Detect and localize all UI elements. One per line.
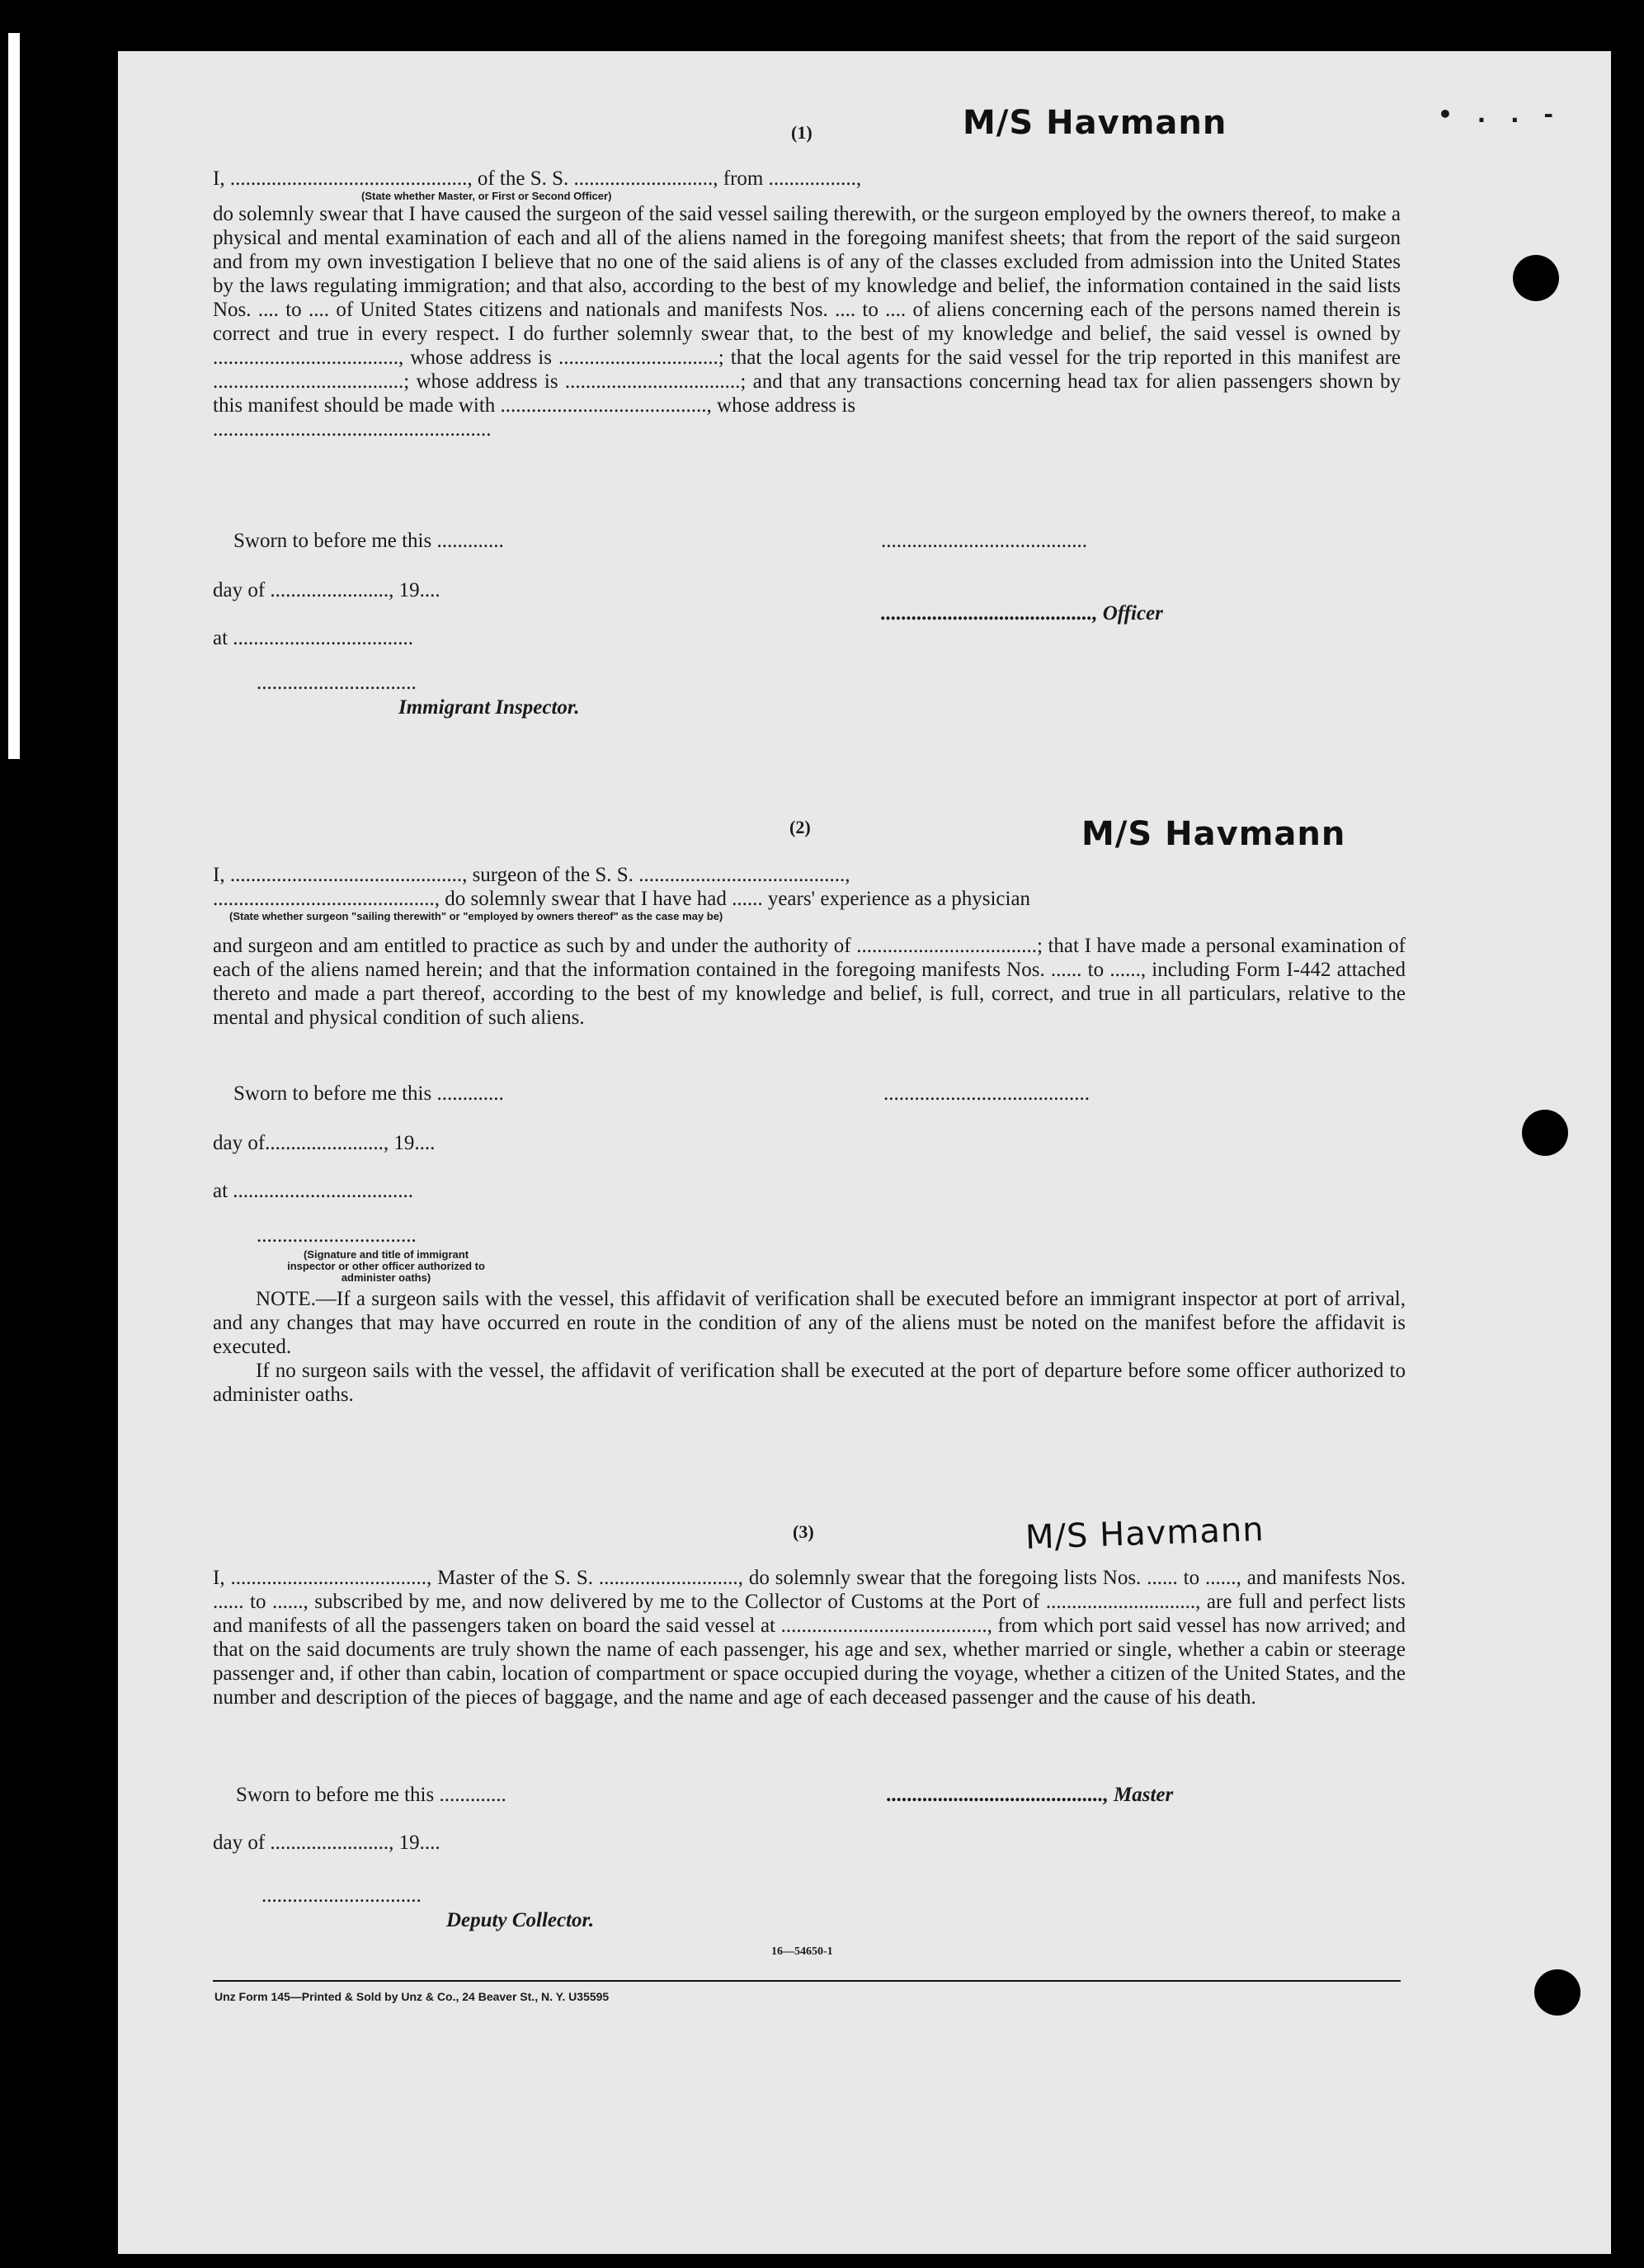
section-2-signature-line: ........................................ [883,1082,1090,1105]
printer-footer: Unz Form 145—Printed & Sold by Unz & Co., 24 Beaver St., N. Y. U35595 [214,1990,610,2003]
section-3-sworn: Sworn to before me this ............. [236,1784,506,1806]
binder-hole [1513,255,1559,301]
section-2-second-line: ..........................................., do solemnly swear that I have had ...... years' experience as a physician [213,888,1031,910]
section-1-officer-signature: ........................................., Officer [881,602,1163,625]
section-3-collector-label: Deputy Collector. [446,1909,595,1931]
section-3-number: (3) [793,1521,814,1542]
section-3-day: day of ......................., 19.... [213,1832,440,1854]
section-1-day: day of ......................., 19.... [213,579,440,601]
section-2-note [213,1287,1406,1407]
note-surgeon-sails: NOTE.—If a surgeon sails with the vessel, this affidavit of verification shall be executed before an immigrant inspector at port of arrival, and any changes that may have occurred en route in the condition of any of the aliens must be noted on the manifest before the affidavit is executed. [213,1288,1406,1358]
scanner-edge-strip [8,33,20,759]
binder-hole [1534,1969,1580,2016]
section-1-body-tail: ...................................................... [213,418,492,441]
section-3-collector-line: ............................... [261,1884,422,1907]
section-3-body: I, ......................................, Master of the S. S. ..........................., do solemnly swear that the foregoing lists Nos. ...... to ......, and manifests Nos. ...... to ......, subscribed by me, and now delivered by me to the Collector of Customs at the Port of ............................., are full and perfect lists and manifests of all the passengers taken on board the said vessel at ........................................, from which port said vessel has now arrived; and that on the said documents are truly shown the name of each passenger, his age and sex, whether married or single, whether a cabin or steerage passenger and, if other than cabin, location of compartment or space occupied during the voyage, whether a citizen of the United States, and the number and description of the pieces of baggage, and the name and age of each deceased passenger and the cause of his death. [213,1567,1406,1709]
form-number: 16—54650-1 [771,1945,833,1958]
section-1-opening-line: I, .............................................., of the S. S. ..........................., from ................., [213,167,862,190]
vessel-name-stamp-2: M/S Havmann [1081,815,1346,853]
section-2-day: day of......................., 19.... [213,1132,436,1154]
vessel-name-stamp-3: M/S Havmann [1025,1510,1265,1558]
section-1-sworn: Sworn to before me this ............. [233,530,504,552]
section-2-opening-line: I, ............................................., surgeon of the S. S. ........................................, [213,864,850,886]
section-1-inspector-line: ............................... [257,672,417,694]
section-2-affidavit [213,863,1406,1030]
section-2-inspector-note: (Signature and title of immigrant inspector or other officer authorized to administer oaths) [287,1248,485,1284]
section-2-at: at ................................... [213,1180,414,1202]
section-1-body: do solemnly swear that I have caused the surgeon of the said vessel sailing therewith, or the surgeon employed by the owners thereof, to make a physical and mental examination of each and all of the aliens named in the foregoing manifest sheets; that from the report of the said surgeon and from my own investigation I believe that no one of the said aliens is of any of the classes excluded from admission into the United States by the laws regulating immigration; and that also, according to the best of my knowledge and belief, the information contained in the said lists Nos. .... to .... of United States citizens and nationals and manifests Nos. .... to .... of aliens concerning each of the persons named therein is correct and true in every respect. I do further solemnly swear that, to the best of my knowledge and belief, the said vessel is owned by ...................................., whose address is ...............................; that the local agents for the said vessel for the trip reported in this manifest are .....................................; whose address is ..................................; and that any transactions concerning head tax for alien passengers shown by this manifest should be made with ........................................, whose address is [213,203,1401,417]
note-no-surgeon: If no surgeon sails with the vessel, the affidavit of verification shall be executed at the port of departure before some officer authorized to administer oaths. [213,1360,1406,1406]
section-2-body: and surgeon and am entitled to practice as such by and under the authority of ...................................; that I have made a personal examination of each of the aliens named herein; and that the information contained in the foregoing manifests Nos. ...... to ......, including Form I-442 attached thereto and made a part thereof, according to the best of my knowledge and belief, is full, correct, and true in all particulars, relative to the mental and physical condition of such aliens. [213,935,1406,1029]
section-1-number: (1) [791,122,813,143]
section-1-inspector-label: Immigrant Inspector. [398,696,580,719]
section-3-affidavit [213,1566,1406,1709]
binder-hole [1522,1110,1568,1156]
section-1-signature-line: ........................................ [881,530,1087,552]
corner-marks: • . . - [1438,101,1562,128]
section-1-at: at ................................... [213,627,414,649]
section-3-master-signature: .........................................., Master [887,1784,1174,1806]
section-2-inspector-line: ............................... [257,1224,417,1247]
vessel-name-stamp: M/S Havmann [963,104,1227,142]
section-1-officer-note: (State whether Master, or First or Second Officer) [361,190,612,202]
section-1-affidavit [213,167,1401,441]
section-2-number: (2) [789,817,811,837]
section-2-sworn: Sworn to before me this ............. [233,1082,504,1105]
section-2-surgeon-note: (State whether surgeon "sailing therewith" or "employed by owners thereof" as the case may be) [229,910,723,922]
footer-rule [213,1980,1401,1982]
manifest-affidavit-page [118,51,1611,2254]
